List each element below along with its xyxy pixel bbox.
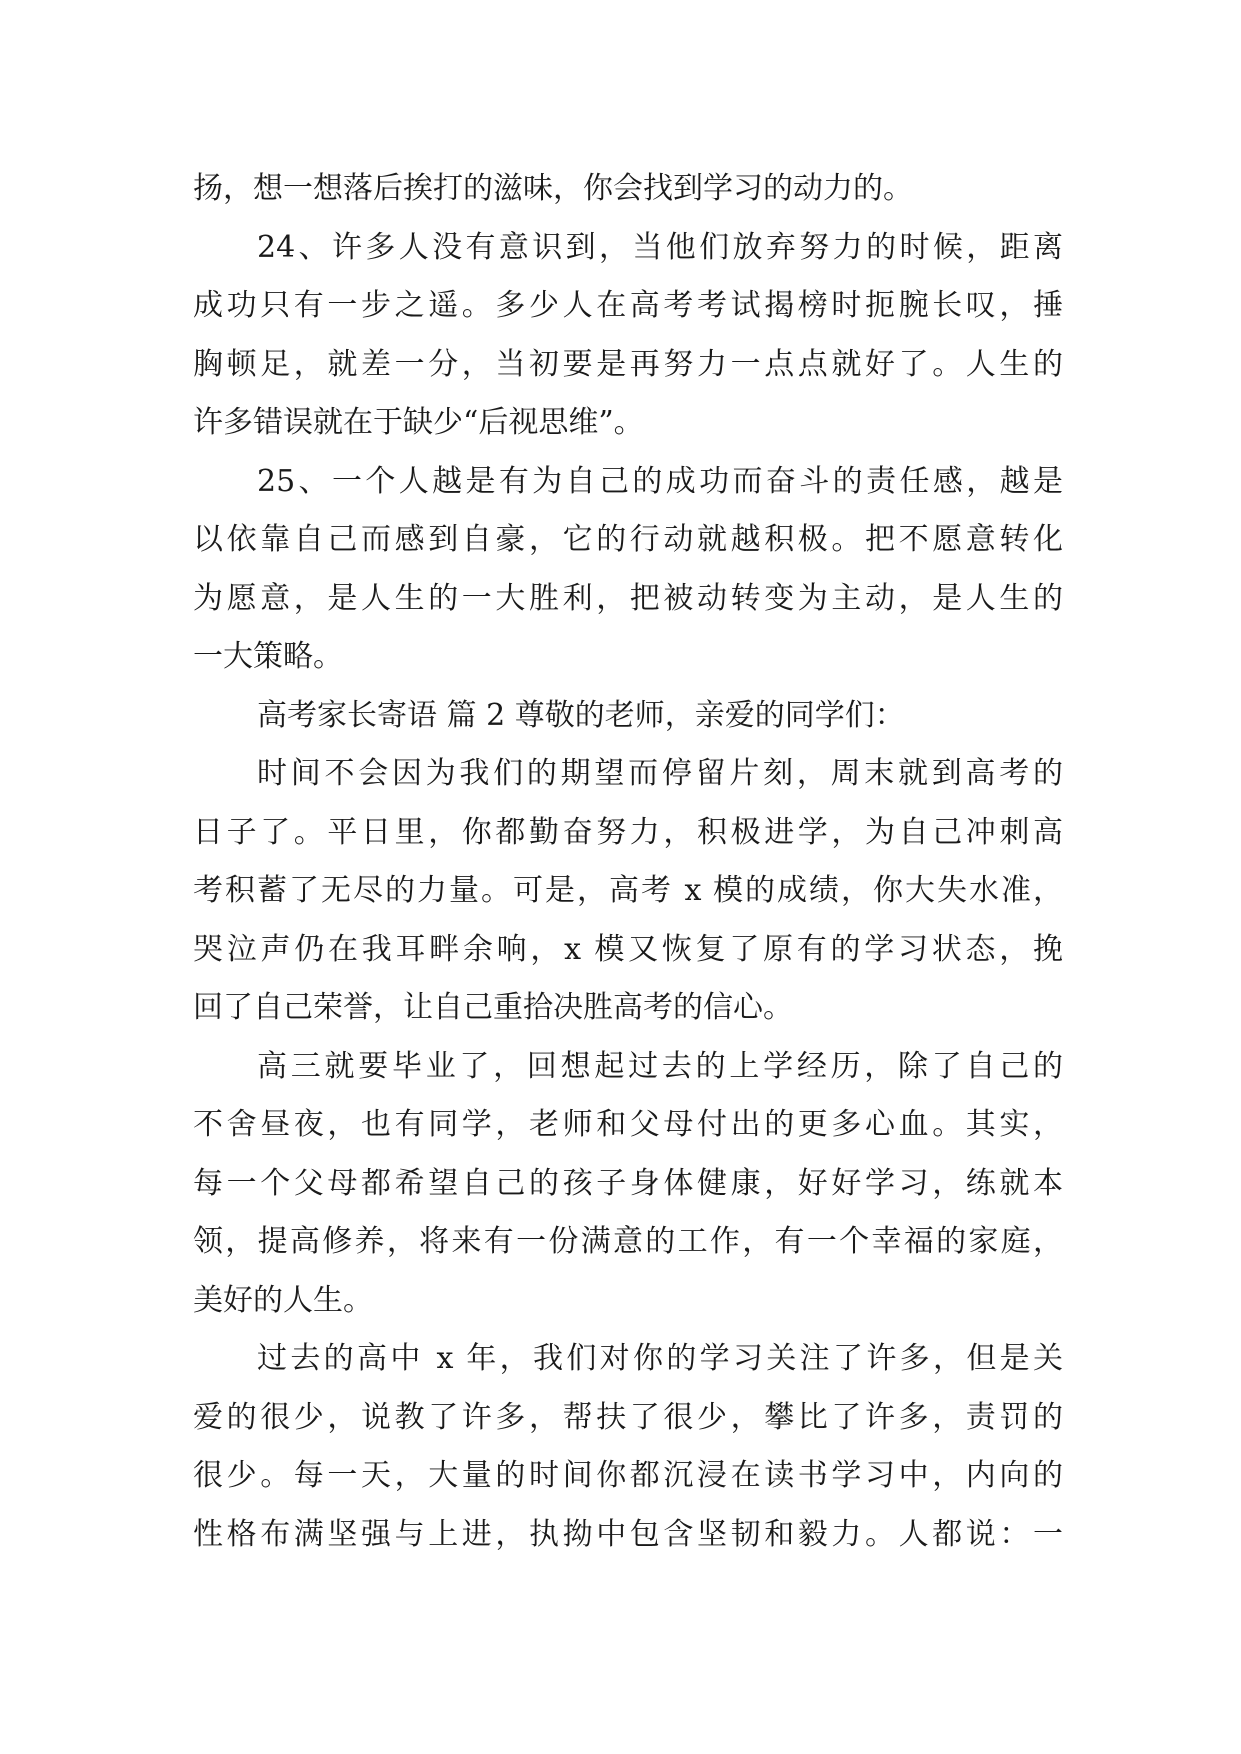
body-text xyxy=(193,160,1063,1564)
text-line: 25、一个人越是有为自己的成功而奋斗的责任感，越是 xyxy=(257,463,1063,499)
section-heading: 高考家长寄语 篇 2 尊敬的老师，亲爱的同学们： xyxy=(257,697,905,733)
text-line: 回了自己荣誉，让自己重拾决胜高考的信心。 xyxy=(193,990,793,1025)
text-line: 很少。每一天，大量的时间你都沉浸在读书学习中，内向的 xyxy=(193,1458,1063,1493)
text-line: 美好的人生。 xyxy=(193,1282,373,1318)
text-line: 爱的很少，说教了许多，帮扶了很少，攀比了许多，责罚的 xyxy=(193,1399,1063,1435)
text-line: 扬，想一想落后挨打的滋味，你会找到学习的动力的。 xyxy=(193,171,913,206)
text-line: 为愿意，是人生的一大胜利，把被动转变为主动，是人生的 xyxy=(193,580,1063,616)
text-line: 许多错误就在于缺少“后视思维”。 xyxy=(193,405,644,440)
text-line: 不舍昼夜，也有同学，老师和父母付出的更多心血。其实， xyxy=(193,1107,1063,1142)
text-line: 时间不会因为我们的期望而停留片刻，周末就到高考的 xyxy=(257,756,1063,791)
text-line: 胸顿足，就差一分，当初要是再努力一点点就好了。人生的 xyxy=(193,346,1063,382)
text-line: 过去的高中 x 年，我们对你的学习关注了许多，但是关 xyxy=(257,1341,1063,1376)
text-line: 高三就要毕业了，回想起过去的上学经历，除了自己的 xyxy=(257,1048,1063,1084)
text-line: 一大策略。 xyxy=(193,639,343,674)
text-line: 领，提高修养，将来有一份满意的工作，有一个幸福的家庭， xyxy=(193,1224,1063,1259)
text-line: 性格布满坚强与上进，执拗中包含坚韧和毅力。人都说：一 xyxy=(193,1516,1063,1552)
text-line: 哭泣声仍在我耳畔余响，x 模又恢复了原有的学习状态，挽 xyxy=(193,931,1063,967)
text-line: 日子了。平日里，你都勤奋努力，积极进学，为自己冲刺高 xyxy=(193,814,1063,850)
text-line: 24、许多人没有意识到，当他们放弃努力的时候，距离 xyxy=(257,229,1063,265)
text-line: 每一个父母都希望自己的孩子身体健康，好好学习，练就本 xyxy=(193,1165,1063,1201)
text-line: 以依靠自己而感到自豪，它的行动就越积极。把不愿意转化 xyxy=(193,522,1063,557)
text-line: 成功只有一步之遥。多少人在高考考试揭榜时扼腕长叹，捶 xyxy=(193,288,1063,323)
text-line: 考积蓄了无尽的力量。可是，高考 x 模的成绩，你大失水准， xyxy=(193,873,1063,908)
